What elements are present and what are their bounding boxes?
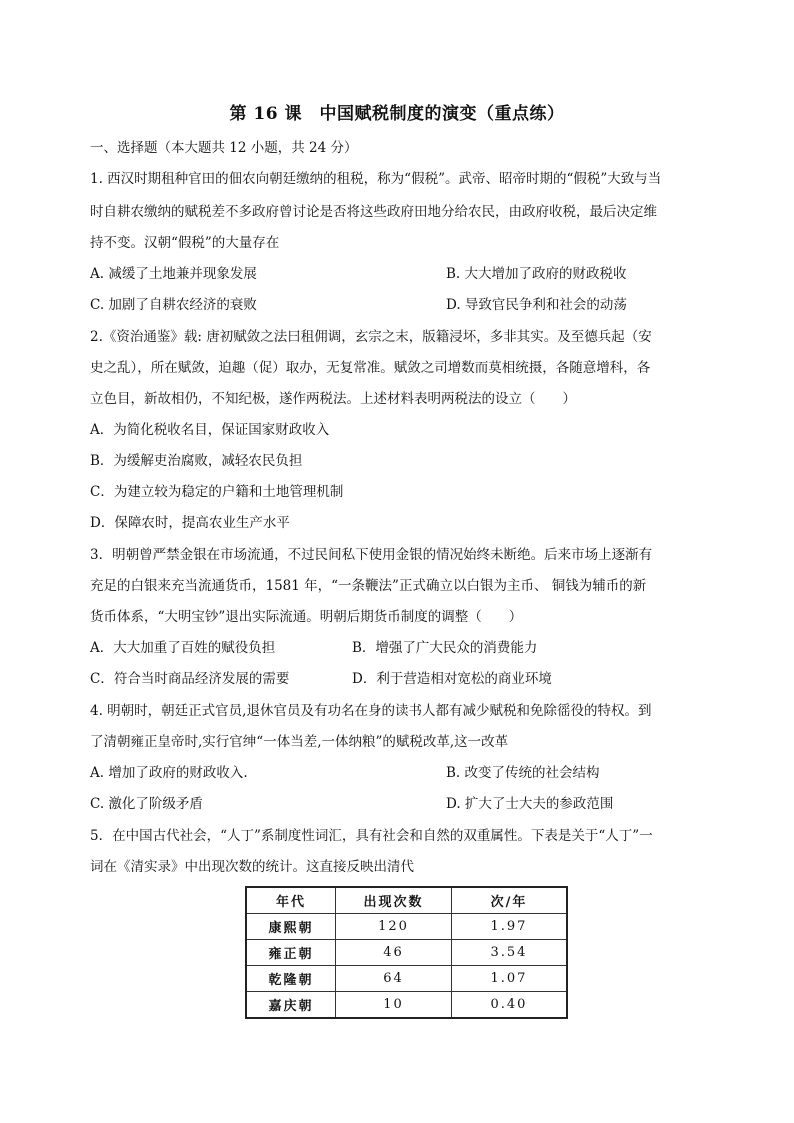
q4-line-1: 4. 明朝时，朝廷正式官员,退休官员及有功名在身的读书人都有减少赋税和免除徭役的特权。到 <box>90 703 652 719</box>
q1-option-c[interactable]: C. 加剧了自耕农经济的衰败 <box>90 297 257 313</box>
q2-line-3: 立色目，新故相仍，不知纪极，遂作两税法。上述材料表明两税法的设立（ ） <box>90 391 576 407</box>
q5-line-1: 5．在中国古代社会，“人丁”系制度性词汇，具有社会和自然的双重属性。下表是关于“人丁”一 <box>90 828 653 844</box>
rate-cell: 0.40 <box>451 992 567 1019</box>
era-cell: 乾隆朝 <box>246 966 336 992</box>
era-cell: 嘉庆朝 <box>246 992 336 1019</box>
count-cell: 46 <box>336 940 452 966</box>
rate-cell: 3.54 <box>451 940 567 966</box>
q4-option-c[interactable]: C. 激化了阶级矛盾 <box>90 796 203 812</box>
q3-line-3: 货币体系，“大明宝钞”退出实际流通。明朝后期货币制度的调整（ ） <box>90 609 523 625</box>
count-cell: 120 <box>336 914 452 940</box>
header-count: 出现次数 <box>336 887 452 914</box>
table-row <box>246 992 567 1019</box>
q4-line-2: 了清朝雍正皇帝时,实行官绅“一体当差,一体纳粮”的赋税改革,这一改革 <box>90 734 509 750</box>
q3-option-a[interactable]: A．大大加重了百姓的赋役负担 <box>90 640 276 656</box>
q2-option-d[interactable]: D．保障农时，提高农业生产水平 <box>90 515 290 531</box>
q2-option-b[interactable]: B．为缓解吏治腐败，减轻农民负担 <box>90 453 303 469</box>
header-era: 年代 <box>246 887 336 914</box>
q3-line-2: 充足的白银来充当流通货币，1581 年，“一条鞭法”正式确立以白银为主币、 铜钱为辅币的新 <box>90 578 647 594</box>
header-rate: 次/年 <box>451 887 567 914</box>
q4-option-a[interactable]: A. 增加了政府的财政收入. <box>90 765 248 781</box>
table-row <box>246 966 567 992</box>
q1-option-d[interactable]: D. 导致官民争利和社会的动荡 <box>446 297 627 313</box>
q2-line-2: 史之乱），所在赋敛，迫趣（促）取办，无复常准。赋敛之司增数而莫相统摄，各随意增科，各 <box>90 360 651 376</box>
q1-option-b[interactable]: B. 大大增加了政府的财政税收 <box>446 266 627 282</box>
q1-line-1: 1. 西汉时期租种官田的佃农向朝廷缴纳的租税，称为“假税”。武帝、昭帝时期的“假税”大致与当 <box>90 171 662 187</box>
q3-option-b[interactable]: B．增强了广大民众的消费能力 <box>352 640 538 656</box>
count-cell: 64 <box>336 966 452 992</box>
q4-option-d[interactable]: D. 扩大了士大夫的参政范围 <box>446 796 614 812</box>
table-row <box>246 914 567 940</box>
era-cell: 康熙朝 <box>246 914 336 940</box>
q5-line-2: 词在《清实录》中出现次数的统计。这直接反映出清代 <box>90 859 414 875</box>
rate-cell: 1.97 <box>451 914 567 940</box>
count-cell: 10 <box>336 992 452 1019</box>
q3-line-1: 3．明朝曾严禁金银在市场流通，不过民间私下使用金银的情况始终未断绝。后来市场上逐渐有 <box>90 547 653 563</box>
page-title: 第 16 课 中国赋税制度的演变（重点练） <box>229 104 565 124</box>
q2-option-c[interactable]: C．为建立较为稳定的户籍和土地管理机制 <box>90 484 344 500</box>
q3-option-c[interactable]: C．符合当时商品经济发展的需要 <box>90 671 290 687</box>
q2-option-a[interactable]: A．为简化税收名目，保证国家财政收入 <box>90 422 330 438</box>
table-row <box>246 940 567 966</box>
q1-line-3: 持不变。汉朝“假税”的大量存在 <box>90 235 280 251</box>
rate-cell: 1.07 <box>451 966 567 992</box>
q3-option-d[interactable]: D．利于营造相对宽松的商业环境 <box>352 671 552 687</box>
statistics-table <box>245 886 568 1019</box>
q1-line-2: 时自耕农缴纳的赋税差不多政府曾讨论是否将这些政府田地分给农民，由政府收税，最后决定维 <box>90 204 657 220</box>
table-header-row <box>246 887 567 914</box>
q1-option-a[interactable]: A. 减缓了土地兼并现象发展 <box>90 266 257 282</box>
section-heading: 一、选择题（本大题共 12 小题，共 24 分） <box>90 140 358 156</box>
era-cell: 雍正朝 <box>246 940 336 966</box>
q4-option-b[interactable]: B. 改变了传统的社会结构 <box>446 765 600 781</box>
q2-line-1: 2.《资治通鉴》载: 唐初赋敛之法曰租佣调，玄宗之末，版籍浸坏，多非其实。及至德兵起（安 <box>90 329 652 345</box>
